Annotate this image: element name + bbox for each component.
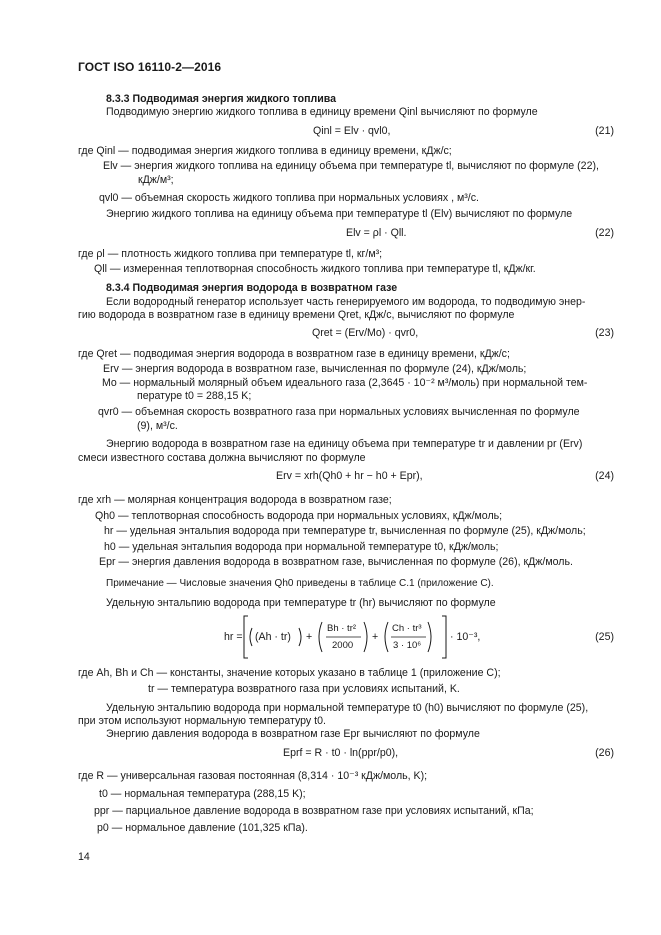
definition-line: где R — универсальная газовая постоянная (8,314 · 10⁻³ кДж/моль, K);: [78, 770, 428, 782]
definition-line: ppr — парциальное давление водорода в возвратном газе при условиях испытаний, кПа;: [94, 805, 534, 817]
definition-line: Elv — энергия жидкого топлива на единицу объема при температуре tl, вычисляют по формуле (22),: [103, 160, 599, 172]
equation-number-25: (25): [595, 631, 614, 643]
formula-23: Qret = (Erv/Mo) · qvr0,: [312, 327, 419, 339]
paragraph: Энергию давления водорода в возвратном газе Epr вычисляют по формуле: [106, 728, 480, 740]
equation-number-22: (22): [595, 227, 614, 239]
formula-25-lhs: hr =: [224, 631, 243, 643]
paragraph: гию водорода в возвратном газе в единицу времени Qret, кДж/с, вычисляют по формуле: [78, 309, 515, 321]
formula-25-frac2-numerator: Ch · tr³: [392, 623, 422, 634]
section-heading-8-3-4: 8.3.4 Подводимая энергия водорода в возвратном газе: [106, 282, 398, 294]
definition-line: Qh0 — теплотворная способность водорода при нормальных условиях, кДж/моль;: [95, 510, 503, 522]
formula-25-plus: +: [306, 631, 313, 643]
paragraph: Энергию водорода в возвратном газе на единицу объема при температуре tr и давлении pr (Erv): [106, 438, 583, 450]
definition-line: (9), м³/с.: [137, 420, 178, 432]
paragraph: смеси известного состава должна вычисляют по формуле: [78, 452, 366, 464]
formula-25-plus: +: [372, 631, 379, 643]
section-heading-8-3-3: 8.3.3 Подводимая энергия жидкого топлива: [106, 93, 336, 105]
formula-25-tail: · 10⁻³,: [450, 631, 481, 643]
definition-line: кДж/м³;: [138, 174, 174, 186]
paragraph: Удельную энтальпию водорода при температуре tr (hr) вычисляют по формуле: [106, 597, 496, 609]
definition-line: Qll — измеренная теплотворная способность жидкого топлива при температуре tl, кДж/кг.: [94, 263, 536, 275]
equation-number-24: (24): [595, 470, 614, 482]
definition-line: Mo — нормальный молярный объем идеального газа (2,3645 · 10⁻² м³/моль) при нормальной тем-: [102, 377, 588, 389]
definition-line: Epr — энергия давления водорода в возвратном газе, вычисленная по формуле (26), кДж/моль.: [99, 556, 573, 568]
paragraph: Удельную энтальпию водорода при нормальной температуре t0 (h0) вычисляют по формуле (25),: [106, 702, 589, 714]
paragraph: Подводимую энергию жидкого топлива в единицу времени Qinl вычисляют по формуле: [106, 106, 538, 118]
formula-21: Qinl = Elv · qvl0,: [313, 125, 391, 137]
equation-number-21: (21): [595, 125, 614, 137]
formula-26: Eprf = R · t0 · ln(ppr/p0),: [283, 747, 399, 759]
definition-line: Erv — энергия водорода в возвратном газе, вычисленная по формуле (24), кДж/моль;: [103, 363, 527, 375]
paragraph: Если водородный генератор использует часть генерируемого им водорода, то подводимую энер-: [106, 296, 586, 308]
formula-24: Erv = xrh(Qh0 + hr − h0 + Epr),: [276, 470, 423, 482]
formula-25: [224, 614, 481, 660]
definition-line: где ρl — плотность жидкого топлива при температуре tl, кг/м³;: [78, 248, 383, 260]
definition-line: p0 — нормальное давление (101,325 кПа).: [97, 822, 308, 834]
formula-25-frac1-denominator: 2000: [332, 640, 354, 651]
note: Примечание — Числовые значения Qh0 приведены в таблице С.1 (приложение С).: [106, 578, 494, 589]
document-header: ГОСТ ISO 16110-2—2016: [78, 60, 222, 74]
definition-line: tr — температура возвратного газа при условиях испытаний, K.: [148, 683, 460, 695]
definition-line: где Qret — подводимая энергия водорода в возвратном газе в единицу времени, кДж/с;: [78, 348, 510, 360]
paragraph: Энергию жидкого топлива на единицу объема при температуре tl (Elv) вычисляют по формуле: [106, 208, 573, 220]
formula-25-term1: (Ah · tr): [255, 631, 291, 643]
page-number: 14: [78, 851, 90, 863]
definition-line: где xrh — молярная концентрация водорода в возвратном газе;: [78, 494, 392, 506]
formula-25-frac2-denominator: 3 · 10⁶: [393, 640, 422, 651]
definition-line: qvr0 — объемная скорость возвратного газа при нормальных условиях вычисленная по формуле: [98, 406, 580, 418]
definition-line: t0 — нормальная температура (288,15 K);: [99, 788, 306, 800]
definition-line: где Ah, Bh и Ch — константы, значение которых указано в таблице 1 (приложение С);: [78, 667, 501, 679]
definition-line: hr — удельная энтальпия водорода при температуре tr, вычисленная по формуле (25), кДж/моль;: [104, 525, 586, 537]
definition-line: qvl0 — объемная скорость жидкого топлива при нормальных условиях , м³/с.: [99, 192, 479, 204]
paragraph: при этом используют нормальную температуру t0.: [78, 715, 326, 727]
definition-line: h0 — удельная энтальпия водорода при нормальной температуре t0, кДж/моль;: [104, 541, 499, 553]
definition-line: где Qinl — подводимая энергия жидкого топлива в единицу времени, кДж/с;: [78, 145, 452, 157]
equation-number-26: (26): [595, 747, 614, 759]
formula-25-frac1-numerator: Bh · tr²: [327, 623, 357, 634]
equation-number-23: (23): [595, 327, 614, 339]
definition-line: пературе t0 = 288,15 K;: [137, 390, 252, 402]
formula-22: Elv = ρl · Qll.: [346, 227, 407, 239]
